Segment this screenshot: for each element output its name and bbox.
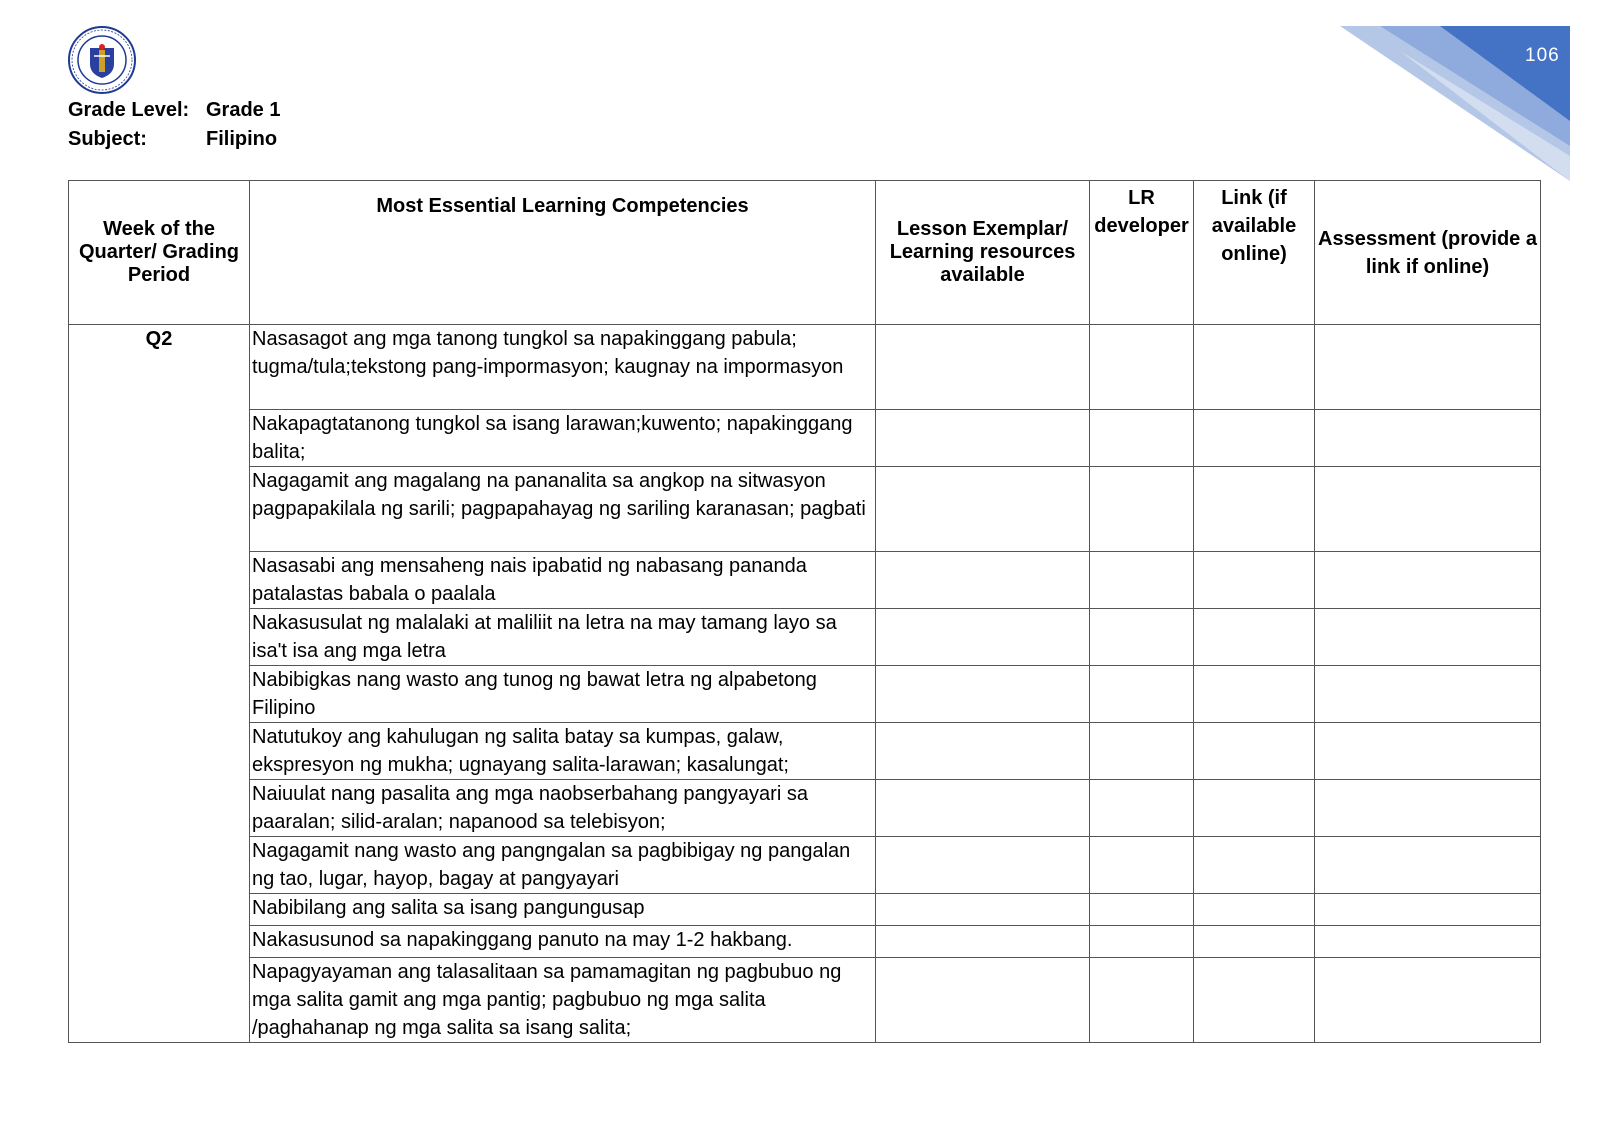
lr-developer-cell [1090, 926, 1194, 958]
competency-cell: Nakasusunod sa napakinggang panuto na may 1-2 hakbang. [250, 926, 876, 958]
lr-developer-cell [1090, 467, 1194, 552]
table-row [69, 780, 1541, 837]
lesson-exemplar-cell [876, 609, 1090, 666]
link-cell [1194, 467, 1315, 552]
col-header-link: Link (if available online) [1194, 181, 1315, 325]
link-cell [1194, 837, 1315, 894]
link-cell [1194, 723, 1315, 780]
table-row [69, 410, 1541, 467]
assessment-cell [1315, 723, 1541, 780]
grade-level-label: Grade Level: [68, 99, 190, 121]
competency-cell: Nakasusulat ng malalaki at maliliit na letra na may tamang layo sa isa't isa ang mga letra [250, 609, 876, 666]
lr-developer-cell [1090, 894, 1194, 926]
document-meta [68, 96, 280, 154]
deped-seal-logo [68, 26, 136, 94]
subject-row [68, 125, 280, 154]
period-cell: Q2 [69, 325, 250, 1043]
assessment-cell [1315, 410, 1541, 467]
assessment-cell [1315, 552, 1541, 609]
competency-cell: Naiuulat nang pasalita ang mga naobserbahang pangyayari sa paaralan; silid-aralan; napanood sa telebisyon; [250, 780, 876, 837]
link-cell [1194, 780, 1315, 837]
grade-level-value: Grade 1 [206, 99, 281, 121]
assessment-cell [1315, 894, 1541, 926]
assessment-cell [1315, 837, 1541, 894]
table-row [69, 325, 1541, 410]
lesson-exemplar-cell [876, 837, 1090, 894]
table-row [69, 837, 1541, 894]
table-row [69, 467, 1541, 552]
lesson-exemplar-cell [876, 926, 1090, 958]
competency-cell: Nabibilang ang salita sa isang pangungusap [250, 894, 876, 926]
assessment-cell [1315, 325, 1541, 410]
subject-label: Subject: [68, 128, 147, 150]
lesson-exemplar-cell [876, 325, 1090, 410]
lesson-exemplar-cell [876, 894, 1090, 926]
table-row [69, 926, 1541, 958]
page-number: 106 [1525, 45, 1560, 66]
table-header-row [69, 181, 1541, 325]
link-cell [1194, 552, 1315, 609]
link-cell [1194, 325, 1315, 410]
competency-cell: Nagagamit ang magalang na pananalita sa angkop na sitwasyon pagpapakilala ng sarili; pagpapahayag ng sariling karanasan; pagbati [250, 467, 876, 552]
table-row [69, 723, 1541, 780]
competency-cell: Nabibigkas nang wasto ang tunog ng bawat letra ng alpabetong Filipino [250, 666, 876, 723]
col-header-lr-developer: LR developer [1090, 181, 1194, 325]
col-header-assessment: Assessment (provide a link if online) [1315, 181, 1541, 325]
subject-value: Filipino [206, 128, 278, 150]
lesson-exemplar-cell [876, 552, 1090, 609]
competency-cell: Nasasagot ang mga tanong tungkol sa napakinggang pabula; tugma/tula;tekstong pang-impormasyon; kaugnay na impormasyon [250, 325, 876, 410]
competency-cell: Nagagamit nang wasto ang pangngalan sa pagbibigay ng pangalan ng tao, lugar, hayop, bagay at pangyayari [250, 837, 876, 894]
competency-table [68, 180, 1541, 1043]
lr-developer-cell [1090, 837, 1194, 894]
col-header-lesson-exemplar: Lesson Exemplar/ Learning resources available [876, 181, 1090, 325]
table-row [69, 894, 1541, 926]
grade-level-row [68, 96, 280, 125]
lesson-exemplar-cell [876, 666, 1090, 723]
lesson-exemplar-cell [876, 723, 1090, 780]
link-cell [1194, 926, 1315, 958]
assessment-cell [1315, 926, 1541, 958]
lr-developer-cell [1090, 723, 1194, 780]
lesson-exemplar-cell [876, 467, 1090, 552]
table-row [69, 552, 1541, 609]
col-header-week: Week of the Quarter/ Grading Period [69, 181, 250, 325]
lesson-exemplar-cell [876, 958, 1090, 1043]
lr-developer-cell [1090, 780, 1194, 837]
lr-developer-cell [1090, 410, 1194, 467]
competency-cell: Napagyayaman ang talasalitaan sa pamamagitan ng pagbubuo ng mga salita gamit ang mga pantig; pagbubuo ng mga salita /paghahanap ng mga salita sa isang salita; [250, 958, 876, 1043]
table-row [69, 958, 1541, 1043]
lr-developer-cell [1090, 609, 1194, 666]
assessment-cell [1315, 666, 1541, 723]
col-header-competencies: Most Essential Learning Competencies [250, 181, 876, 325]
assessment-cell [1315, 780, 1541, 837]
link-cell [1194, 609, 1315, 666]
lr-developer-cell [1090, 666, 1194, 723]
table-row [69, 666, 1541, 723]
lesson-exemplar-cell [876, 780, 1090, 837]
assessment-cell [1315, 609, 1541, 666]
assessment-cell [1315, 958, 1541, 1043]
competency-cell: Natutukoy ang kahulugan ng salita batay sa kumpas, galaw, ekspresyon ng mukha; ugnayang salita-larawan; kasalungat; [250, 723, 876, 780]
link-cell [1194, 894, 1315, 926]
link-cell [1194, 958, 1315, 1043]
link-cell [1194, 666, 1315, 723]
assessment-cell [1315, 467, 1541, 552]
table-row [69, 609, 1541, 666]
competency-cell: Nasasabi ang mensaheng nais ipabatid ng nabasang pananda patalastas babala o paalala [250, 552, 876, 609]
lesson-exemplar-cell [876, 410, 1090, 467]
link-cell [1194, 410, 1315, 467]
lr-developer-cell [1090, 958, 1194, 1043]
competency-cell: Nakapagtatanong tungkol sa isang larawan;kuwento; napakinggang balita; [250, 410, 876, 467]
lr-developer-cell [1090, 552, 1194, 609]
lr-developer-cell [1090, 325, 1194, 410]
